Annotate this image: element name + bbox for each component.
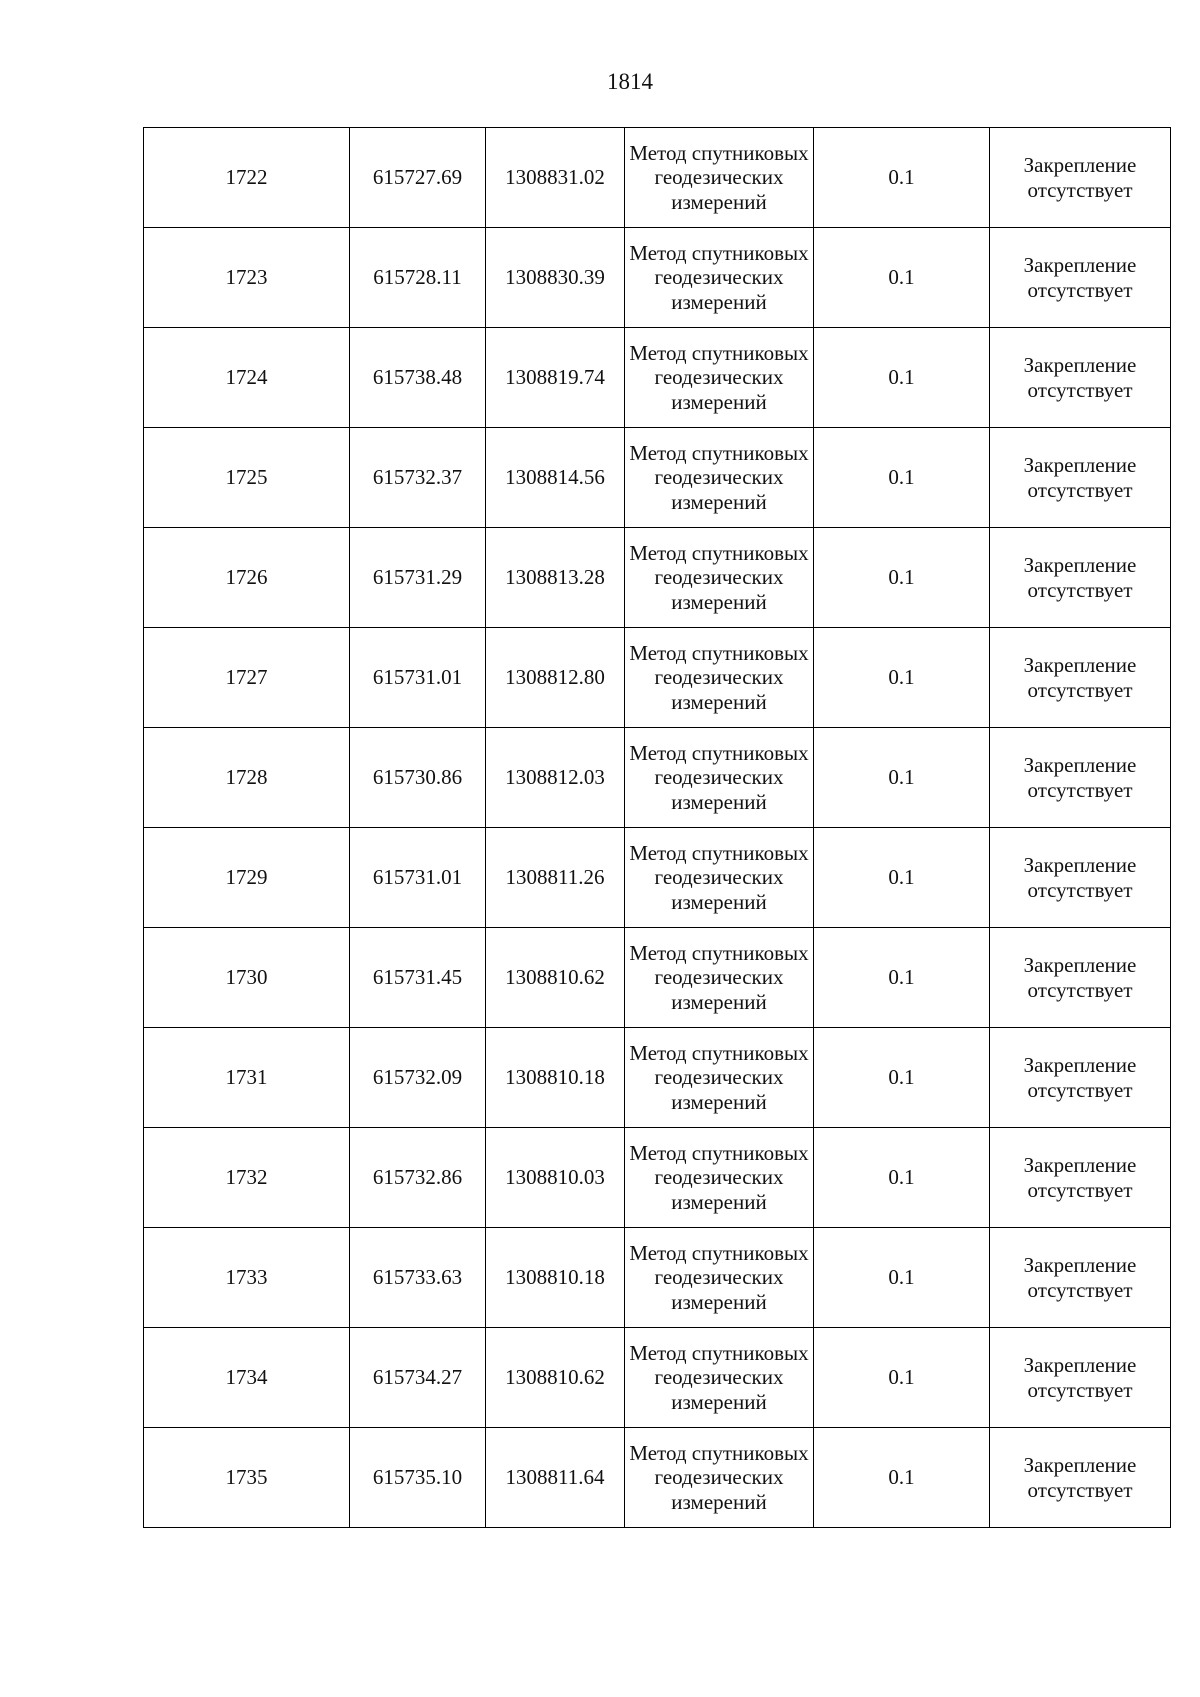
coordinates-table-body	[144, 128, 1171, 1528]
accuracy-cell	[814, 1428, 990, 1528]
method-cell	[625, 328, 814, 428]
fixing-description: Закрепление отсутствует	[1023, 453, 1137, 502]
x-coordinate-cell	[350, 828, 486, 928]
determination-method: Метод спутниковых геодезических измерений	[629, 540, 809, 614]
table-row	[144, 1028, 1171, 1128]
y-coordinate: 1308811.64	[505, 1465, 605, 1490]
accuracy-cell	[814, 728, 990, 828]
accuracy-cell	[814, 1128, 990, 1228]
accuracy-value: 0.1	[888, 665, 915, 690]
table-row	[144, 428, 1171, 528]
y-coordinate-cell	[486, 1228, 625, 1328]
point-number: 1725	[225, 465, 268, 490]
table-row	[144, 328, 1171, 428]
accuracy-value: 0.1	[888, 1265, 915, 1290]
determination-method: Метод спутниковых геодезических измерений	[629, 940, 809, 1014]
fixing-cell	[990, 1228, 1171, 1328]
accuracy-value: 0.1	[888, 165, 915, 190]
x-coordinate: 615738.48	[372, 365, 463, 390]
method-cell	[625, 428, 814, 528]
y-coordinate-cell	[486, 828, 625, 928]
table-row	[144, 1228, 1171, 1328]
accuracy-cell	[814, 128, 990, 228]
determination-method: Метод спутниковых геодезических измерений	[629, 1340, 809, 1414]
fixing-cell	[990, 1328, 1171, 1428]
point-number: 1724	[225, 365, 268, 390]
fixing-description: Закрепление отсутствует	[1023, 1053, 1137, 1102]
accuracy-value: 0.1	[888, 1365, 915, 1390]
table-row	[144, 928, 1171, 1028]
table-row	[144, 228, 1171, 328]
x-coordinate-cell	[350, 1228, 486, 1328]
determination-method: Метод спутниковых геодезических измерений	[629, 740, 809, 814]
y-coordinate-cell	[486, 1428, 625, 1528]
x-coordinate-cell	[350, 1428, 486, 1528]
y-coordinate: 1308812.03	[505, 765, 605, 790]
x-coordinate-cell	[350, 628, 486, 728]
table-row	[144, 628, 1171, 728]
y-coordinate-cell	[486, 928, 625, 1028]
y-coordinate: 1308814.56	[505, 465, 605, 490]
fixing-description: Закрепление отсутствует	[1023, 1153, 1137, 1202]
point-number: 1728	[225, 765, 268, 790]
fixing-description: Закрепление отсутствует	[1023, 353, 1137, 402]
accuracy-cell	[814, 1228, 990, 1328]
accuracy-value: 0.1	[888, 465, 915, 490]
accuracy-cell	[814, 828, 990, 928]
fixing-description: Закрепление отсутствует	[1023, 853, 1137, 902]
determination-method: Метод спутниковых геодезических измерений	[629, 840, 809, 914]
determination-method: Метод спутниковых геодезических измерений	[629, 340, 809, 414]
x-coordinate: 615733.63	[372, 1265, 463, 1290]
y-coordinate: 1308811.26	[505, 865, 605, 890]
table-row	[144, 1128, 1171, 1228]
point-number-cell	[144, 728, 350, 828]
method-cell	[625, 828, 814, 928]
determination-method: Метод спутниковых геодезических измерений	[629, 240, 809, 314]
determination-method: Метод спутниковых геодезических измерений	[629, 1040, 809, 1114]
point-number-cell	[144, 1428, 350, 1528]
x-coordinate: 615735.10	[372, 1465, 463, 1490]
point-number-cell	[144, 528, 350, 628]
fixing-description: Закрепление отсутствует	[1023, 953, 1137, 1002]
point-number-cell	[144, 328, 350, 428]
point-number-cell	[144, 628, 350, 728]
accuracy-cell	[814, 1328, 990, 1428]
accuracy-value: 0.1	[888, 265, 915, 290]
x-coordinate-cell	[350, 428, 486, 528]
determination-method: Метод спутниковых геодезических измерений	[629, 1140, 809, 1214]
x-coordinate-cell	[350, 928, 486, 1028]
method-cell	[625, 228, 814, 328]
y-coordinate-cell	[486, 1328, 625, 1428]
fixing-cell	[990, 428, 1171, 528]
point-number: 1733	[225, 1265, 268, 1290]
x-coordinate: 615728.11	[373, 265, 462, 290]
point-number: 1723	[225, 265, 268, 290]
method-cell	[625, 1428, 814, 1528]
x-coordinate: 615727.69	[372, 165, 463, 190]
determination-method: Метод спутниковых геодезических измерений	[629, 440, 809, 514]
x-coordinate: 615730.86	[372, 765, 463, 790]
accuracy-cell	[814, 328, 990, 428]
accuracy-value: 0.1	[888, 1065, 915, 1090]
accuracy-cell	[814, 428, 990, 528]
fixing-cell	[990, 128, 1171, 228]
fixing-description: Закрепление отсутствует	[1023, 1253, 1137, 1302]
point-number-cell	[144, 428, 350, 528]
accuracy-value: 0.1	[888, 865, 915, 890]
table-row	[144, 1428, 1171, 1528]
method-cell	[625, 1028, 814, 1128]
table-row	[144, 528, 1171, 628]
y-coordinate: 1308810.18	[505, 1065, 605, 1090]
method-cell	[625, 1128, 814, 1228]
fixing-cell	[990, 328, 1171, 428]
determination-method: Метод спутниковых геодезических измерений	[629, 1440, 809, 1514]
fixing-description: Закрепление отсутствует	[1023, 1453, 1137, 1502]
determination-method: Метод спутниковых геодезических измерений	[629, 1240, 809, 1314]
x-coordinate-cell	[350, 328, 486, 428]
point-number-cell	[144, 1228, 350, 1328]
x-coordinate-cell	[350, 528, 486, 628]
x-coordinate-cell	[350, 1128, 486, 1228]
point-number: 1731	[225, 1065, 268, 1090]
x-coordinate: 615731.01	[372, 665, 463, 690]
fixing-cell	[990, 828, 1171, 928]
accuracy-value: 0.1	[888, 365, 915, 390]
method-cell	[625, 928, 814, 1028]
point-number-cell	[144, 1328, 350, 1428]
accuracy-value: 0.1	[888, 765, 915, 790]
y-coordinate: 1308819.74	[505, 365, 605, 390]
accuracy-cell	[814, 628, 990, 728]
fixing-description: Закрепление отсутствует	[1023, 753, 1137, 802]
fixing-cell	[990, 228, 1171, 328]
y-coordinate: 1308810.03	[505, 1165, 605, 1190]
fixing-cell	[990, 728, 1171, 828]
accuracy-value: 0.1	[888, 1465, 915, 1490]
x-coordinate-cell	[350, 1028, 486, 1128]
y-coordinate: 1308812.80	[505, 665, 605, 690]
y-coordinate: 1308810.62	[505, 1365, 605, 1390]
page-number: 1814	[607, 69, 653, 94]
table-row	[144, 728, 1171, 828]
accuracy-value: 0.1	[888, 965, 915, 990]
x-coordinate: 615734.27	[372, 1365, 463, 1390]
accuracy-value: 0.1	[888, 1165, 915, 1190]
y-coordinate-cell	[486, 1128, 625, 1228]
accuracy-cell	[814, 928, 990, 1028]
y-coordinate: 1308810.62	[505, 965, 605, 990]
accuracy-cell	[814, 528, 990, 628]
determination-method: Метод спутниковых геодезических измерений	[629, 140, 809, 214]
x-coordinate: 615732.37	[372, 465, 463, 490]
x-coordinate-cell	[350, 1328, 486, 1428]
y-coordinate: 1308830.39	[505, 265, 605, 290]
fixing-cell	[990, 1428, 1171, 1528]
point-number: 1732	[225, 1165, 268, 1190]
fixing-description: Закрепление отсутствует	[1023, 153, 1137, 202]
fixing-cell	[990, 1028, 1171, 1128]
fixing-description: Закрепление отсутствует	[1023, 553, 1137, 602]
y-coordinate-cell	[486, 328, 625, 428]
fixing-cell	[990, 928, 1171, 1028]
point-number: 1729	[225, 865, 268, 890]
x-coordinate-cell	[350, 128, 486, 228]
point-number-cell	[144, 828, 350, 928]
point-number-cell	[144, 228, 350, 328]
y-coordinate-cell	[486, 428, 625, 528]
y-coordinate: 1308831.02	[505, 165, 605, 190]
table-row	[144, 128, 1171, 228]
x-coordinate-cell	[350, 228, 486, 328]
x-coordinate: 615732.86	[372, 1165, 463, 1190]
y-coordinate-cell	[486, 1028, 625, 1128]
determination-method: Метод спутниковых геодезических измерений	[629, 640, 809, 714]
y-coordinate-cell	[486, 628, 625, 728]
point-number-cell	[144, 1028, 350, 1128]
method-cell	[625, 628, 814, 728]
y-coordinate: 1308813.28	[505, 565, 605, 590]
method-cell	[625, 1328, 814, 1428]
accuracy-cell	[814, 228, 990, 328]
point-number-cell	[144, 928, 350, 1028]
accuracy-value: 0.1	[888, 565, 915, 590]
fixing-cell	[990, 1128, 1171, 1228]
method-cell	[625, 528, 814, 628]
accuracy-cell	[814, 1028, 990, 1128]
x-coordinate: 615732.09	[372, 1065, 463, 1090]
point-number: 1730	[225, 965, 268, 990]
point-number: 1722	[225, 165, 268, 190]
point-number: 1735	[225, 1465, 268, 1490]
point-number-cell	[144, 1128, 350, 1228]
point-number: 1726	[225, 565, 268, 590]
method-cell	[625, 728, 814, 828]
x-coordinate-cell	[350, 728, 486, 828]
method-cell	[625, 128, 814, 228]
y-coordinate-cell	[486, 528, 625, 628]
point-number: 1727	[225, 665, 268, 690]
fixing-description: Закрепление отсутствует	[1023, 1353, 1137, 1402]
y-coordinate: 1308810.18	[505, 1265, 605, 1290]
method-cell	[625, 1228, 814, 1328]
y-coordinate-cell	[486, 228, 625, 328]
fixing-description: Закрепление отсутствует	[1023, 253, 1137, 302]
y-coordinate-cell	[486, 128, 625, 228]
x-coordinate: 615731.29	[372, 565, 463, 590]
table-row	[144, 828, 1171, 928]
fixing-cell	[990, 528, 1171, 628]
x-coordinate: 615731.01	[372, 865, 463, 890]
y-coordinate-cell	[486, 728, 625, 828]
table-row	[144, 1328, 1171, 1428]
point-number-cell	[144, 128, 350, 228]
x-coordinate: 615731.45	[372, 965, 463, 990]
fixing-description: Закрепление отсутствует	[1023, 653, 1137, 702]
point-number: 1734	[225, 1365, 268, 1390]
fixing-cell	[990, 628, 1171, 728]
coordinates-table	[143, 127, 1171, 1528]
